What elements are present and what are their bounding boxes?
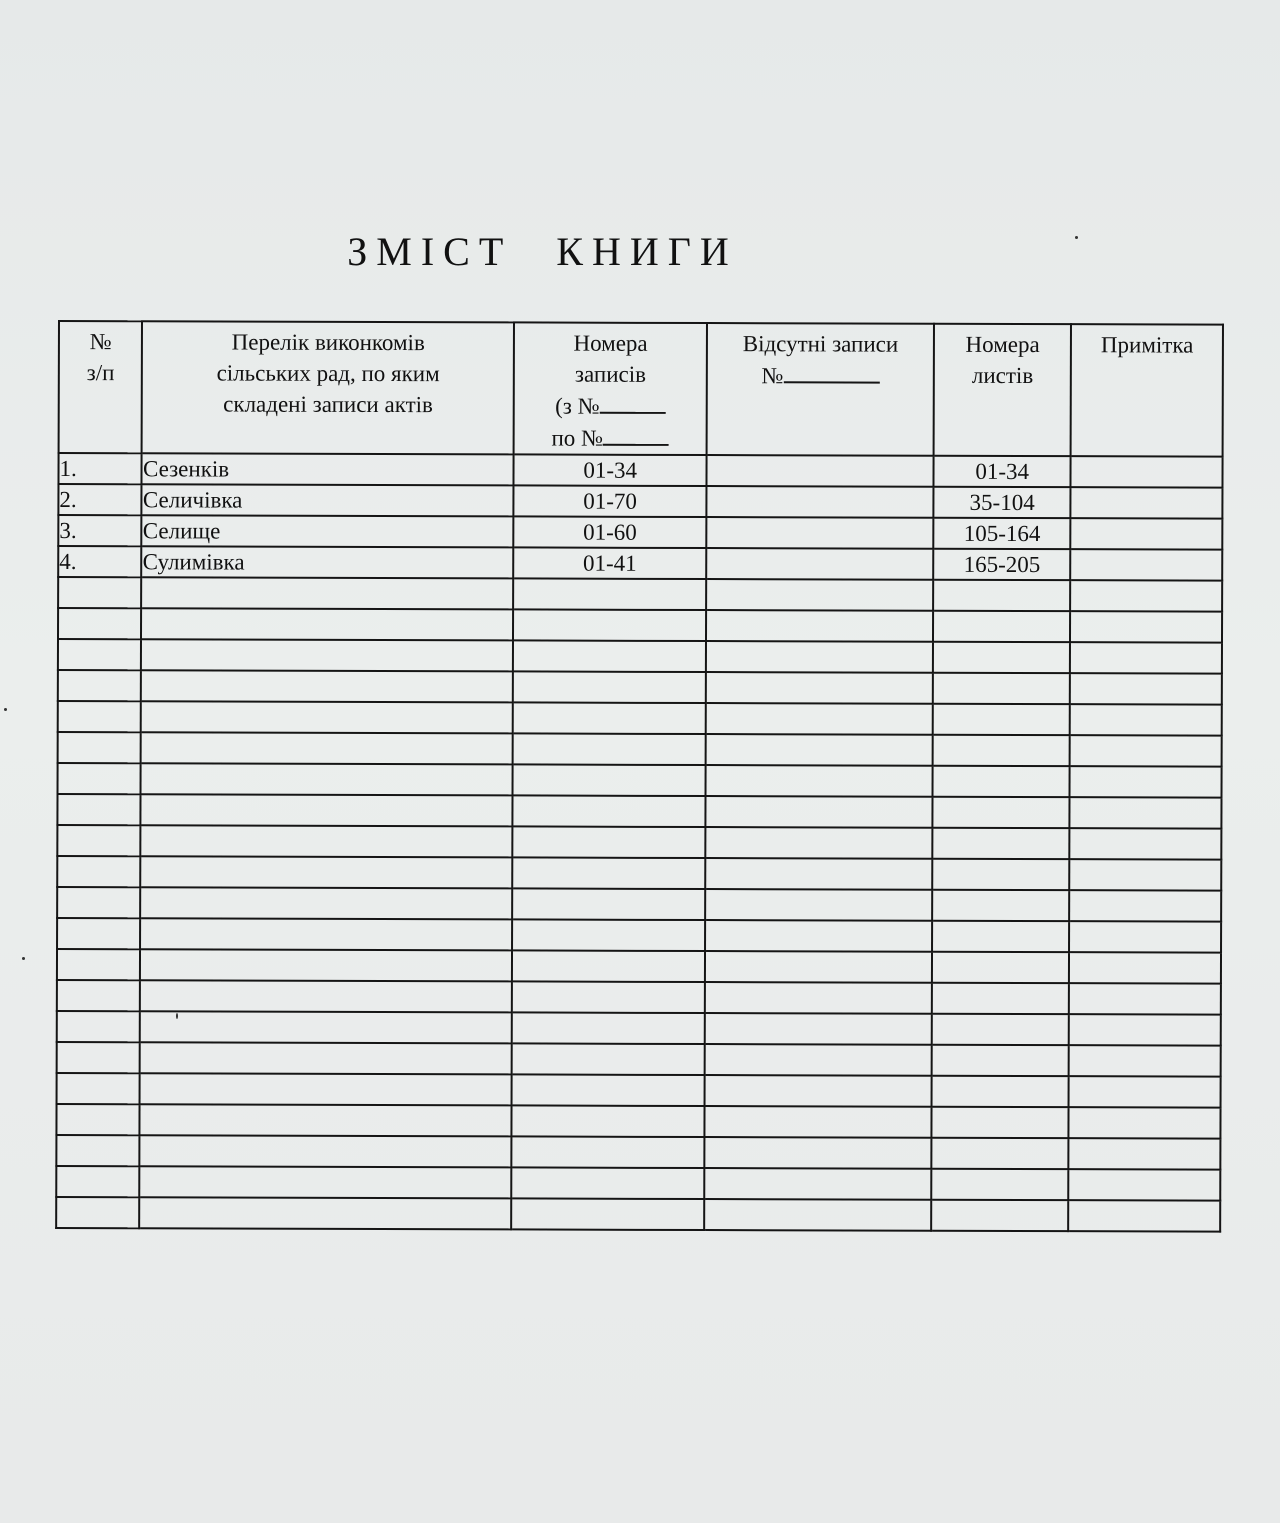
table-body — [56, 453, 1222, 1232]
row-number — [58, 608, 142, 639]
blank-line — [603, 422, 669, 446]
table-row-empty — [58, 763, 1222, 798]
row-council — [141, 825, 513, 857]
header-note-line1: Примітка — [1100, 332, 1194, 358]
row-records: 01-60 — [513, 516, 706, 548]
row-note — [1070, 611, 1222, 642]
row-records — [511, 1198, 704, 1230]
row-number — [57, 980, 141, 1011]
row-sheets — [933, 642, 1071, 673]
row-missing — [704, 1199, 931, 1231]
row-note — [1069, 1014, 1221, 1045]
row-records — [513, 640, 706, 672]
header-missing-records — [707, 323, 934, 456]
row-missing — [706, 610, 933, 642]
row-number: 4. — [58, 546, 142, 577]
table-row-empty — [57, 1042, 1221, 1077]
header-records-from: (з № — [555, 393, 600, 419]
row-sheets: 35-104 — [933, 487, 1071, 518]
header-sheets-line2: листів — [971, 362, 1034, 389]
header-councils-line1: Перелік виконкомів — [231, 329, 425, 356]
row-note — [1070, 766, 1222, 797]
row-records — [511, 1167, 704, 1199]
row-records — [512, 1043, 705, 1075]
row-sheets — [932, 828, 1070, 859]
row-council — [140, 1073, 512, 1105]
row-records — [513, 764, 706, 796]
table-row-empty — [57, 825, 1221, 860]
row-number — [57, 887, 141, 918]
row-note — [1069, 1200, 1221, 1231]
row-missing — [705, 858, 932, 890]
row-sheets — [932, 797, 1070, 828]
row-number — [56, 1197, 140, 1228]
blank-line — [600, 390, 666, 414]
row-sheets — [932, 1076, 1070, 1107]
row-sheets — [933, 735, 1071, 766]
row-number: 2. — [58, 484, 142, 515]
row-number — [57, 794, 141, 825]
row-sheets — [933, 611, 1071, 642]
row-sheets — [932, 890, 1070, 921]
row-sheets — [932, 952, 1070, 983]
table-row — [58, 453, 1222, 488]
row-number — [57, 825, 141, 856]
row-council — [140, 1166, 512, 1198]
row-note — [1069, 921, 1221, 952]
header-missing-number: № — [761, 363, 784, 389]
row-sheets — [931, 1169, 1069, 1200]
row-records — [513, 795, 706, 827]
row-note — [1070, 890, 1222, 921]
row-number — [56, 1166, 140, 1197]
row-missing — [705, 1075, 932, 1107]
row-number — [57, 1042, 141, 1073]
row-number: 1. — [58, 453, 142, 484]
row-number: 3. — [58, 515, 142, 546]
header-number — [59, 321, 143, 453]
row-number — [56, 1104, 140, 1135]
speck-mark — [4, 708, 7, 711]
row-records — [513, 733, 706, 765]
row-council — [140, 1104, 512, 1136]
row-missing — [705, 827, 932, 859]
header-councils-line3: складені записи актів — [223, 391, 433, 418]
row-records — [512, 888, 705, 920]
table-row-empty — [57, 1073, 1221, 1108]
row-sheets — [933, 580, 1071, 611]
row-missing — [705, 889, 932, 921]
row-missing — [705, 920, 932, 952]
row-note — [1070, 828, 1222, 859]
row-missing — [704, 1168, 931, 1200]
row-council: Сулимівка — [142, 546, 514, 578]
row-note — [1069, 952, 1221, 983]
row-sheets — [932, 983, 1070, 1014]
row-missing — [706, 734, 933, 766]
row-records — [512, 826, 705, 858]
row-number — [57, 1073, 141, 1104]
row-missing — [706, 548, 933, 580]
row-records — [512, 981, 705, 1013]
row-missing — [706, 703, 933, 735]
row-sheets — [932, 859, 1070, 890]
row-sheets — [932, 921, 1070, 952]
row-number — [58, 732, 142, 763]
row-council — [140, 918, 512, 950]
row-missing — [705, 1013, 932, 1045]
row-sheets — [931, 1200, 1069, 1231]
header-records-line1: Номера — [573, 330, 648, 356]
row-sheets — [931, 1107, 1069, 1138]
row-records — [512, 857, 705, 889]
row-records — [512, 1136, 705, 1168]
row-sheets — [933, 673, 1071, 704]
header-number-line1: № — [89, 329, 112, 355]
row-number — [58, 639, 142, 670]
row-council — [141, 763, 513, 795]
row-council — [141, 670, 513, 702]
table-row-empty — [58, 639, 1222, 674]
row-note — [1070, 673, 1222, 704]
table-row-empty — [56, 1104, 1220, 1139]
row-missing — [706, 796, 933, 828]
row-records — [513, 578, 706, 610]
row-council — [141, 794, 513, 826]
table-row-empty — [57, 887, 1221, 922]
table-row-empty — [57, 856, 1221, 891]
header-record-numbers — [514, 322, 707, 455]
table-row-empty — [58, 670, 1222, 705]
row-note — [1070, 735, 1222, 766]
row-records: 01-41 — [513, 547, 706, 579]
row-council — [140, 980, 512, 1012]
row-sheets: 165-205 — [933, 549, 1071, 580]
row-missing — [705, 951, 932, 983]
blank-line — [783, 359, 879, 383]
row-note — [1069, 983, 1221, 1014]
row-note — [1070, 704, 1222, 735]
contents-table — [55, 320, 1224, 1233]
row-number — [58, 577, 142, 608]
row-number — [57, 949, 141, 980]
row-number — [57, 856, 141, 887]
row-missing — [706, 517, 933, 549]
row-sheets — [933, 704, 1071, 735]
header-note — [1071, 324, 1223, 456]
row-missing — [707, 486, 934, 518]
row-sheets — [931, 1138, 1069, 1169]
header-records-line4 — [515, 421, 706, 454]
row-note — [1071, 580, 1223, 611]
table-row-empty — [58, 701, 1222, 736]
table-row-empty — [57, 980, 1221, 1015]
row-missing — [706, 579, 933, 611]
row-council — [140, 1042, 512, 1074]
table-row-empty — [57, 918, 1221, 953]
row-sheets — [932, 1045, 1070, 1076]
table-row-empty — [57, 1011, 1221, 1046]
row-note — [1069, 1076, 1221, 1107]
row-note — [1069, 1138, 1221, 1169]
row-records — [512, 919, 705, 951]
table-row-empty — [57, 794, 1221, 829]
row-sheets — [933, 766, 1071, 797]
row-missing — [705, 1044, 932, 1076]
header-councils — [142, 321, 514, 454]
row-council — [140, 1011, 512, 1043]
row-missing — [705, 982, 932, 1014]
row-sheets: 105-164 — [933, 518, 1071, 549]
row-council: Селище — [142, 515, 514, 547]
row-records: 01-70 — [514, 485, 707, 517]
row-council — [140, 949, 512, 981]
row-note — [1070, 797, 1222, 828]
row-records — [513, 671, 706, 703]
row-records — [513, 609, 706, 641]
row-missing — [704, 1137, 931, 1169]
title-word-2: КНИГИ — [556, 229, 738, 274]
table-row-empty — [56, 1166, 1220, 1201]
row-records — [512, 1105, 705, 1137]
table-row-empty — [58, 732, 1222, 767]
row-council: Селичівка — [142, 484, 514, 516]
row-missing — [706, 672, 933, 704]
header-sheet-numbers — [934, 324, 1072, 456]
row-note — [1071, 456, 1223, 487]
row-council — [141, 856, 513, 888]
row-missing — [706, 765, 933, 797]
row-missing — [707, 455, 934, 487]
speck-mark — [22, 957, 25, 960]
header-missing-line1: Відсутні записи — [742, 331, 899, 357]
header-records-to: по № — [551, 425, 604, 451]
row-note — [1069, 1169, 1221, 1200]
speck-mark — [1075, 236, 1078, 239]
row-number — [56, 1135, 140, 1166]
row-council — [141, 887, 513, 919]
header-sheets-line1: Номера — [965, 331, 1040, 358]
row-note — [1071, 487, 1223, 518]
row-number — [58, 670, 142, 701]
row-records — [513, 702, 706, 734]
row-note — [1069, 1045, 1221, 1076]
row-council — [141, 639, 513, 671]
row-number — [57, 918, 141, 949]
table-row — [58, 484, 1222, 519]
row-sheets — [932, 1014, 1070, 1045]
row-council — [141, 732, 513, 764]
row-council — [140, 1197, 512, 1229]
row-note — [1070, 642, 1222, 673]
table-row-empty — [58, 608, 1222, 643]
table-header-row — [59, 321, 1223, 457]
row-missing — [706, 641, 933, 673]
table-row-empty — [58, 577, 1222, 612]
row-note — [1070, 859, 1222, 890]
row-council — [142, 577, 514, 609]
row-council — [140, 1135, 512, 1167]
header-number-line2: з/п — [86, 360, 115, 386]
header-records-line3 — [515, 389, 706, 422]
table-row — [58, 515, 1222, 550]
row-sheets: 01-34 — [933, 456, 1071, 487]
header-missing-line2 — [708, 359, 933, 392]
header-councils-line2: сільських рад, по яким — [216, 360, 440, 387]
table-row — [58, 546, 1222, 581]
row-records — [512, 1012, 705, 1044]
row-council — [141, 701, 513, 733]
table-row-empty — [56, 1197, 1220, 1232]
row-number — [58, 763, 142, 794]
row-records: 01-34 — [514, 454, 707, 486]
row-number — [58, 701, 142, 732]
row-note — [1071, 518, 1223, 549]
speck-mark — [176, 1013, 178, 1019]
row-missing — [705, 1106, 932, 1138]
row-records — [512, 950, 705, 982]
row-note — [1071, 549, 1223, 580]
title-word-1: ЗМІСТ — [347, 229, 513, 274]
table-row-empty — [56, 1135, 1220, 1170]
page-title — [0, 228, 1085, 275]
row-records — [512, 1074, 705, 1106]
row-council — [141, 608, 513, 640]
row-council: Сезенків — [142, 453, 514, 485]
row-number — [57, 1011, 141, 1042]
header-records-line2: записів — [574, 361, 647, 387]
row-note — [1069, 1107, 1221, 1138]
table-row-empty — [57, 949, 1221, 984]
